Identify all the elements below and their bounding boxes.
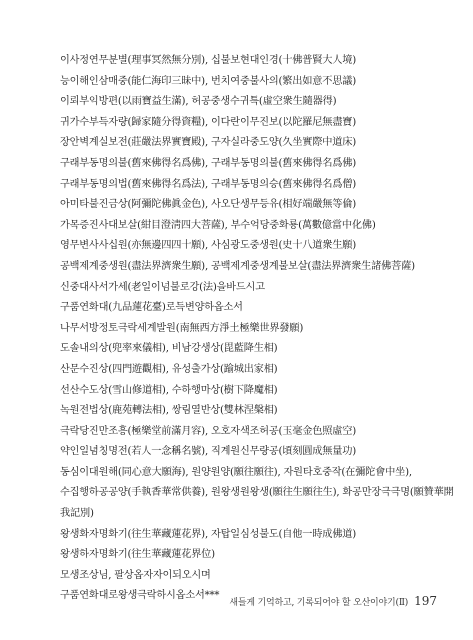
verse-line: 귀가수부득자량(歸家隨分得資糧), 이다란이무진보(以陀羅尼無盡寶) bbox=[60, 116, 356, 128]
verse-line: 왕생하자명화기(往生華藏蓮花界位) bbox=[60, 549, 215, 561]
verse-line: 영무변사사십원(亦無邊四四十願), 사심광도중생원(史十八道衆生願) bbox=[60, 240, 356, 252]
verse-line: 구래부동명의법(舊來佛得名爲法), 구래부동명의승(舊來佛得名爲僧) bbox=[60, 178, 356, 190]
verse-line: 나무서방정토극락세계발원(南無西方淨土極樂世界發願) bbox=[60, 322, 304, 334]
verse-line: 모생조상님, 팔상옵자자이되오시며 bbox=[60, 569, 211, 581]
verse-line: 선산수도상(雪山修道相), 수하행마상(樹下降魔相) bbox=[60, 384, 278, 396]
page-footer bbox=[229, 594, 437, 608]
verse-line: 구품연화대로왕생극락하시옵소서*** bbox=[60, 590, 220, 602]
verse-line: 장안벽계실보전(莊嚴法界實寶殿), 구자실라중도양(久坐實際中道床) bbox=[60, 137, 356, 149]
verse-line: 동심이대원해(同心意大願海), 원양원양(願往願往), 자원타호중작(在彌陀會中坐), bbox=[60, 466, 412, 478]
running-title: 새들게 기억하고, 기록되어야 할 오산이야기(Ⅱ) bbox=[229, 598, 409, 608]
verse-line: 녹원전법상(鹿苑轉法相), 쌍림열반상(雙林涅槃相) bbox=[60, 405, 278, 417]
verse-line: 신중대사서가세(老일이넘불로강(法)을바드시고 bbox=[60, 281, 265, 293]
verse-line: 구래부동명의불(舊來佛得名爲佛), 구래부동명의불(舊來佛得名爲佛) bbox=[60, 157, 356, 169]
verse-line: 극락당진만조흥(極樂堂前滿月容), 오호자색조허공(玉毫金色照虛空) bbox=[60, 425, 356, 437]
verse-line: 가목증진사대보살(紺目澄淸四大菩薩), 부수억당중화룡(萬數億當中化佛) bbox=[60, 219, 376, 231]
verse-line: 약인일념칭명전(若人一念稱名號), 직계원신무량공(頃刻圓成無量功) bbox=[60, 446, 356, 458]
verse-line: 공백제계중생원(盡法界濟衆生願), 공백제계중생계불보살(盡法界濟衆生諸佛菩薩) bbox=[60, 260, 415, 272]
verse-line: 이사정연무분별(理事冥然無分別), 십불보현대인경(十佛普賢大人境) bbox=[60, 55, 356, 66]
verse-line: 이뢰부익방편(以雨寶益生滿), 허공중생수귀특(虛空衆生隨器得) bbox=[60, 96, 337, 108]
page-number: 197 bbox=[414, 594, 437, 608]
verse-line: 구품연화대(九品蓮花臺)로득변양하옵소서 bbox=[60, 302, 243, 314]
verse-line: 왕생화자명화기(往生華藏蓮花界), 자탑일심성불도(自他一時成佛道) bbox=[60, 528, 356, 540]
verse-line: 산문수진상(四門遊觀相), 유성출가상(踰城出家相) bbox=[60, 363, 278, 375]
verse-line: 능이해인삼매중(能仁海印三昧中), 번치여중불사의(繁出如意不思議) bbox=[60, 75, 356, 87]
verse-text-block bbox=[60, 51, 455, 607]
verse-line: 수집행하공공양(手執香華常供養), 원왕생원왕생(願往生願往生), 화공만장극극명(願贊華開我記別) bbox=[60, 487, 454, 520]
verse-line: 도솔내의상(兜率來儀相), 비남강생상(毘藍降生相) bbox=[60, 343, 278, 355]
verse-line: 아미타불진금상(阿彌陀佛眞金色), 사오단생무등유(相好端嚴無等倫) bbox=[60, 199, 356, 211]
